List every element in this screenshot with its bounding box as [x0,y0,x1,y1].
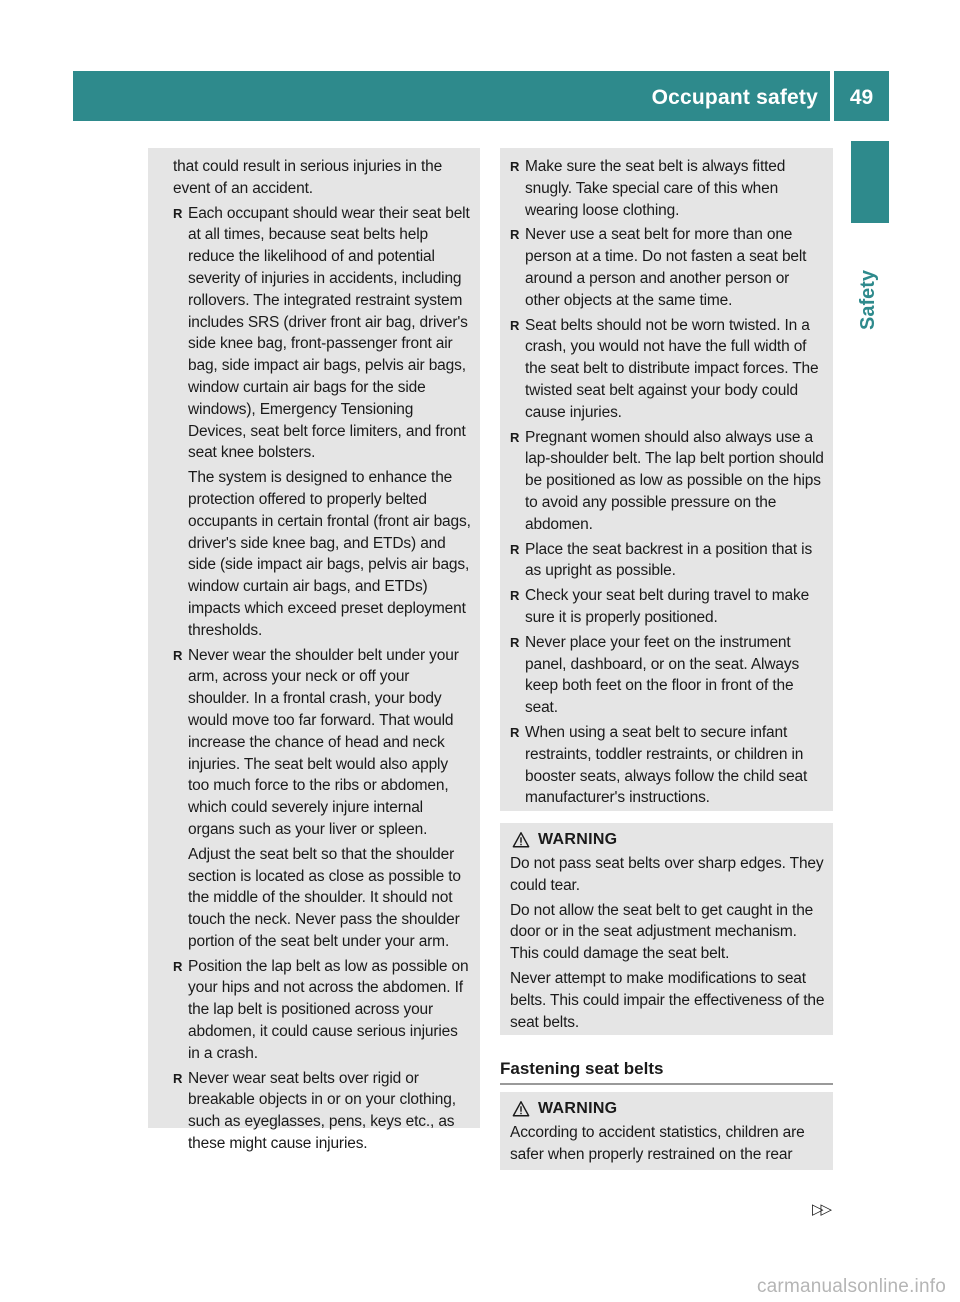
paragraph: According to accident statistics, children are safer when properly restrained on the rear [510,1124,805,1163]
side-tab [851,141,889,223]
paragraph: Never wear the shoulder belt under your arm, across your neck or off your shoulder. In a frontal crash, your body would move too far forward. That would increase the chance of head and neck injuries. The seat belt would also apply too much force to the ribs or abdomen, which could severely injure internal organs such as your liver or spleen. [188,646,459,838]
side-tab-label: Safety [857,269,879,330]
paragraph: Never use a seat belt for more than one person at a time. Do not fasten a seat belt around a person and another person or other objects at the same time. [525,226,807,309]
list-item [173,203,472,642]
bullet-icon: R [510,634,520,650]
list-item [173,1068,472,1155]
paragraph: Adjust the seat belt so that the shoulder section is located as close as possible to the middle of the shoulder. It should not touch the neck. Never pass the shoulder portion of the seat belt under your arm. [188,845,461,950]
bullet-icon: R [510,429,520,445]
bullet-icon: R [173,205,183,221]
list-item [510,427,827,536]
list-item [510,156,827,221]
warning-title: WARNING [538,831,618,848]
paragraph: Each occupant should wear their seat belt at all times, because seat belts help reduce the likelihood of and potential severity of injuries in accidents, including rollovers. The integrated restraint system includes SRS (driver front air bag, driver's side knee bag, front-passenger front air bag, side impact air bags, pelvis air bags, window curtain air bags for the side windows), Emergency Tensioning Devices, seat belt force limiters, and front seat knee bolsters. [188,204,470,462]
bullet-icon: R [510,159,520,174]
paragraph: Pregnant women should also always use a lap-shoulder belt. The lap belt portion should be positioned as low as possible on the hips to avoid any possible pressure on the abdomen. [525,428,824,533]
list-item [510,224,827,311]
paragraph: Make sure the seat belt is always fitted snugly. Take special care of this when wearing loose clothing. [525,158,786,219]
continue-arrow-icon: ▷▷ [812,1201,830,1218]
warning-box [500,1092,833,1170]
paragraph: Place the seat backrest in a position that is as upright as possible. [525,540,813,580]
left-info-panel [148,148,480,1153]
list-item [173,956,472,1065]
warning-triangle-icon [512,1100,530,1118]
paragraph: Check your seat belt during travel to make sure it is properly positioned. [525,587,810,626]
paragraph: Do not allow the seat belt to get caught in the door or in the seat adjustment mechanism. This could damage the seat belt. [510,901,814,963]
bullet-icon: R [510,588,520,604]
paragraph: The system is designed to enhance the protection offered to properly belted occupants in certain frontal (front air bags, driver's side knee bag, and ETDs) and side (side impact air bags, pelvis air bags, window curtain air bags, and ETDs) impacts which exceed preset deployment thresholds. [188,469,471,639]
list-item [510,632,827,719]
bullet-icon: R [510,724,520,740]
warning-title: WARNING [538,1100,618,1117]
paragraph: Position the lap belt as low as possible on your hips and not across the abdomen. If the lap belt is positioned across your abdomen, it could cause serious injuries in a crash. [188,957,469,1062]
right-info-panel [500,148,833,811]
bullet-icon: R [173,958,183,974]
bullet-icon: R [510,317,520,333]
paragraph: Do not pass seat belts over sharp edges. They could tear. [510,855,824,894]
warning-triangle-icon [512,831,530,849]
list-item [173,645,472,953]
list-item [510,585,827,629]
bullet-icon: R [510,541,520,557]
paragraph: Never wear seat belts over rigid or breakable objects in or on your clothing, such as eyeglasses, pens, keys etc., as these might cause injuries. [188,1069,456,1153]
page-number: 49 [849,86,874,109]
warning-box [500,823,833,1035]
bullet-icon: R [173,647,183,663]
paragraph: Seat belts should not be worn twisted. In a crash, you would not have the full width of the seat belt to distribute impact forces. The twisted seat belt against your body could cause injuries. [525,316,819,421]
bullet-icon: R [173,1070,183,1086]
list-item [510,315,827,424]
watermark: carmanualsonline.info [756,1276,946,1297]
bullet-icon: R [510,227,520,243]
list-item [510,722,827,809]
paragraph: When using a seat belt to secure infant restraints, toddler restraints, or children in booster seats, always follow the child seat manufacturer's instructions. [525,723,808,807]
intro-text: that could result in serious injuries in the event of an accident. [173,158,443,197]
paragraph: Never place your feet on the instrument panel, dashboard, or on the seat. Always keep both feet on the floor in front of the seat. [525,633,800,717]
section-heading: Fastening seat belts [500,1058,833,1085]
list-item [510,539,827,583]
section-title: Occupant safety [651,86,818,109]
warning-header [510,829,827,851]
warning-header [510,1098,827,1120]
paragraph: Never attempt to make modifications to seat belts. This could impair the effectiveness of the seat belts. [510,969,825,1031]
